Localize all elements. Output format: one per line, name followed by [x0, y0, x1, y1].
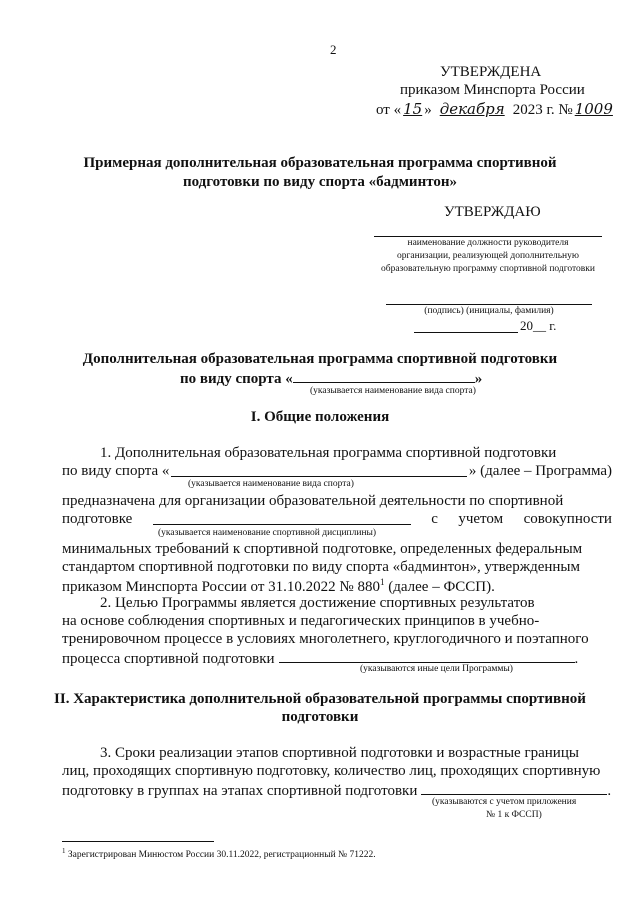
p3-groups-text: подготовку в группах на этапах спортивной подготовки — [62, 783, 418, 799]
sport-name-blank — [293, 369, 475, 383]
p3-hint-2: № 1 к ФССП) — [486, 810, 542, 820]
p1-program-suffix: » (далее – Программа) — [468, 463, 612, 479]
page-number: 2 — [330, 42, 337, 57]
footnote-mark: 1 — [62, 847, 66, 855]
p1-sport-blank — [171, 463, 466, 477]
p2-process-text: процесса спортивной подготовки — [62, 651, 275, 667]
position-signature-line — [374, 236, 602, 237]
approve-label: УТВЕРЖДАЮ — [444, 204, 541, 220]
p1-line7 — [62, 577, 495, 596]
p3-hint-1: (указываются с учетом приложения — [432, 797, 577, 807]
p2-goals-blank — [279, 649, 575, 663]
p1-line2 — [62, 463, 612, 480]
p1-line6: стандартом спортивной подготовки по виду спорта «бадминтон», утвержденным — [62, 559, 580, 575]
p1-line1: 1. Дополнительная образовательная программа спортивной подготовки — [100, 445, 557, 461]
p1-sport-prefix: по виду спорта « — [62, 463, 170, 479]
p1-with-word: с — [431, 511, 438, 527]
p1-line4 — [62, 511, 612, 528]
p1-totality-word: совокупности — [523, 511, 612, 527]
signature-caption: (подпись) (инициалы, фамилия) — [424, 306, 554, 316]
position-caption-2: организации, реализующей дополнительную — [397, 251, 579, 261]
p2-period: . — [574, 651, 579, 667]
footnote-text — [62, 847, 376, 860]
p2-hint-goals: (указываются иные цели Программы) — [360, 664, 513, 674]
date-month-handwritten: декабря — [439, 100, 505, 118]
section2-heading-line1: II. Характеристика дополнительной образовательной программы спортивной — [54, 691, 586, 707]
p1-hint-discipline: (указывается наименование спортивной дисциплины) — [158, 528, 377, 538]
date-prefix: от « — [376, 102, 402, 118]
p3-line2: лиц, проходящих спортивную подготовку, количество лиц, проходящих спортивную — [62, 763, 601, 779]
program-title-line1: Дополнительная образовательная программа спортивной подготовки — [82, 351, 558, 367]
p1-footnote-mark: 1 — [379, 577, 385, 587]
p1-line5: минимальных требований к спортивной подготовке, определенных федеральным — [62, 541, 583, 557]
p2-line1: 2. Целью Программы является достижение спортивных результатов — [100, 595, 535, 611]
p3-line1: 3. Сроки реализации этапов спортивной подготовки и возрастные границы — [100, 745, 579, 761]
program-title-sport-prefix: по виду спорта « — [180, 371, 293, 387]
p1-preparation-word: подготовке — [62, 511, 133, 527]
section2-heading-line2: подготовки — [281, 709, 359, 725]
footnote-separator — [62, 841, 214, 842]
p3-blank — [421, 781, 607, 795]
p1-fssp-abbr: (далее – ФССП). — [384, 579, 495, 595]
approval-title: УТВЕРЖДЕНА — [440, 64, 542, 80]
signature-line — [386, 304, 592, 305]
p1-discipline-blank — [153, 511, 411, 525]
p3-period: . — [607, 783, 612, 799]
p1-account-word: учетом — [458, 511, 504, 527]
section1-heading: I. Общие положения — [250, 409, 390, 425]
date-day-handwritten: 15 — [403, 100, 423, 118]
approval-date-line — [376, 100, 615, 119]
approval-order-line: приказом Минспорта России — [400, 82, 585, 98]
main-title-line2: подготовки по виду спорта «бадминтон» — [182, 174, 458, 190]
date-mid: » — [424, 102, 432, 118]
order-number-handwritten: 1009 — [574, 100, 613, 118]
p2-line2: на основе соблюдения спортивных и педагогических принципов в учебно- — [62, 613, 540, 629]
date-blank-line — [414, 332, 518, 333]
p1-hint-sport: (указывается наименование вида спорта) — [188, 479, 354, 489]
program-title-hint: (указывается наименование вида спорта) — [310, 386, 476, 396]
p2-line3: тренировочном процессе в условиях многолетнего, круглогодичного и поэтапного — [62, 631, 589, 647]
main-title-line1: Примерная дополнительная образовательная программа спортивной — [83, 155, 557, 171]
approve-date-suffix: 20__ г. — [520, 318, 557, 333]
position-caption-1: наименование должности руководителя — [407, 238, 569, 248]
position-caption-3: образовательную программу спортивной подготовки — [380, 264, 595, 274]
p1-order-ref: приказом Минспорта России от 31.10.2022 № 880 — [62, 579, 380, 595]
footnote-body: Зарегистрирован Минюстом России 30.11.2022, регистрационный № 71222. — [65, 850, 376, 861]
p1-line3: предназначена для организации образовательной деятельности по спортивной — [62, 493, 564, 509]
date-year: 2023 г. № — [512, 102, 573, 118]
program-title-sport-suffix: » — [474, 371, 483, 387]
